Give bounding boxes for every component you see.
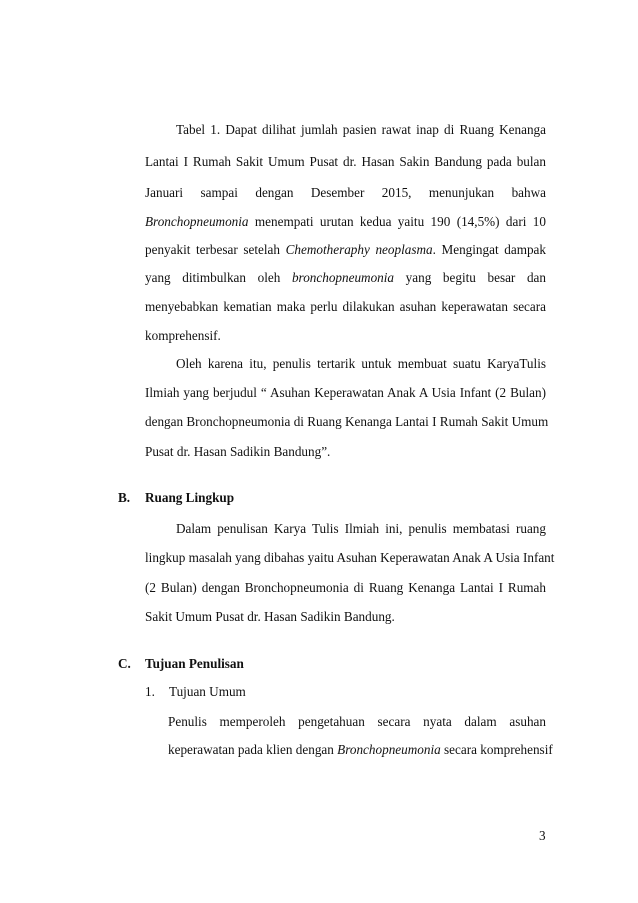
sectionb-line3: (2 Bulan) dengan Bronchopneumonia di Ruang Kenanga Lantai I Rumah xyxy=(145,580,546,595)
para2-line1: Oleh karena itu, penulis tertarik untuk membuat suatu KaryaTulis xyxy=(176,356,546,371)
sectionb-line2: lingkup masalah yang dibahas yaitu Asuhan Keperawatan Anak A Usia Infant xyxy=(145,550,555,565)
section-letter: C. xyxy=(118,656,131,671)
italic-term: bronchopneumonia xyxy=(291,270,395,285)
para1-line2: Lantai I Rumah Sakit Umum Pusat dr. Hasan Sakin Bandung pada bulan xyxy=(145,154,546,169)
para2-line3: dengan Bronchopneumonia di Ruang Kenanga Lantai I Rumah Sakit Umum xyxy=(145,414,549,429)
sectionb-line1: Dalam penulisan Karya Tulis Ilmiah ini, penulis membatasi ruang xyxy=(176,521,546,536)
section-c-heading xyxy=(118,656,318,672)
para2-line4: Pusat dr. Hasan Sadikin Bandung”. xyxy=(145,444,331,459)
para1-line7: menyebabkan kematian maka perlu dilakukan asuhan keperawatan secara xyxy=(145,299,546,314)
para1-line1: Tabel 1. Dapat dilihat jumlah pasien rawat inap di Ruang Kenanga xyxy=(176,122,546,137)
italic-term: Bronchopneumonia xyxy=(337,742,441,757)
subsection-title: Tujuan Umum xyxy=(169,684,246,699)
para2-line2: Ilmiah yang berjudul “ Asuhan Keperawatan Anak A Usia Infant (2 Bulan) xyxy=(145,385,546,400)
sectionc-line2: keperawatan pada klien dengan Bronchopneumonia secara komprehensif xyxy=(168,742,553,757)
list-number: 1. xyxy=(145,684,155,699)
para1-line8: komprehensif. xyxy=(145,328,221,343)
section-letter: B. xyxy=(118,490,131,505)
page-number: 3 xyxy=(539,828,546,843)
para1-line5: penyakit terbesar setelah Chemotheraphy neoplasma. Mengingat dampak xyxy=(145,242,546,257)
italic-term: Bronchopneumonia xyxy=(145,214,249,229)
sectionc-line1: Penulis memperoleh pengetahuan secara nyata dalam asuhan xyxy=(168,714,546,729)
para1-line4: Bronchopneumonia menempati urutan kedua yaitu 190 (14,5%) dari 10 xyxy=(145,214,546,229)
section-title: Ruang Lingkup xyxy=(145,490,235,505)
subsection-heading xyxy=(145,684,345,700)
para1-line3: Januari sampai dengan Desember 2015, menunjukan bahwa xyxy=(145,185,546,200)
italic-term: Chemotheraphy neoplasma xyxy=(285,242,433,257)
para1-line6: yang ditimbulkan oleh bronchopneumonia yang begitu besar dan xyxy=(145,270,546,285)
section-b-heading xyxy=(118,490,318,506)
section-title: Tujuan Penulisan xyxy=(145,656,244,671)
sectionb-line4: Sakit Umum Pusat dr. Hasan Sadikin Bandung. xyxy=(145,609,395,624)
